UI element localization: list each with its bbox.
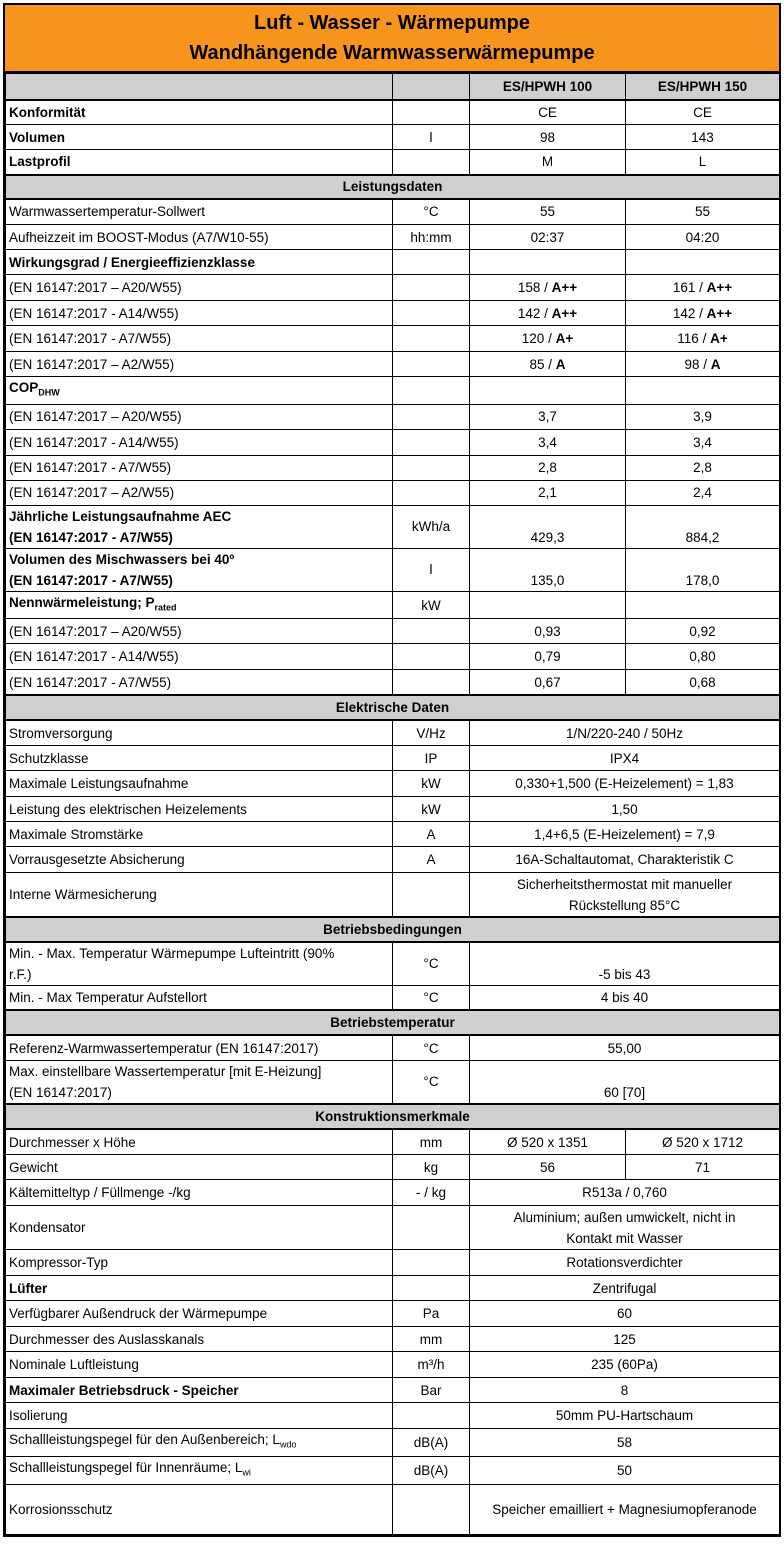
value-a: 55 bbox=[470, 199, 626, 225]
table-row bbox=[6, 1206, 780, 1250]
table-row bbox=[6, 619, 780, 644]
value: 1,50 bbox=[470, 797, 780, 822]
section-header-konstruktionsmerkmale: Konstruktionsmerkmale bbox=[6, 1104, 780, 1129]
table-row bbox=[6, 1378, 780, 1403]
row-label: Durchmesser x Höhe bbox=[6, 1129, 393, 1155]
row-label: (EN 16147:2017 - A7/W55) bbox=[6, 670, 393, 695]
table-row bbox=[6, 1403, 780, 1429]
table-row bbox=[6, 326, 780, 352]
table-row bbox=[6, 1484, 780, 1534]
unit: - / kg bbox=[393, 1180, 470, 1206]
row-label: Vorrausgesetzte Absicherung bbox=[6, 847, 393, 873]
value-a: 120 / A+ bbox=[470, 326, 626, 352]
unit: A bbox=[393, 822, 470, 847]
table-row bbox=[6, 1352, 780, 1378]
value-b: CE bbox=[626, 100, 780, 125]
unit: °C bbox=[393, 1060, 470, 1104]
table-row bbox=[6, 429, 780, 455]
sheet-title bbox=[5, 5, 779, 73]
row-label: Kältemitteltyp / Füllmenge -/kg bbox=[6, 1180, 393, 1206]
unit: Pa bbox=[393, 1301, 470, 1327]
row-label: Volumen bbox=[6, 125, 393, 150]
value: 50 bbox=[470, 1457, 780, 1485]
table-row bbox=[6, 1429, 780, 1457]
spec-sheet bbox=[3, 3, 781, 1537]
value: Zentrifugal bbox=[470, 1276, 780, 1301]
row-label: Maximale Leistungsaufnahme bbox=[6, 771, 393, 797]
row-label: (EN 16147:2017 - A14/W55) bbox=[6, 644, 393, 670]
value: 0,330+1,500 (E-Heizelement) = 1,83 bbox=[470, 771, 780, 797]
value: Sicherheitsthermostat mit manueller Rückstellung 85°C bbox=[470, 873, 780, 917]
row-label: Maximale Stromstärke bbox=[6, 822, 393, 847]
model-a-header: ES/HPWH 100 bbox=[470, 74, 626, 100]
unit: kW bbox=[393, 797, 470, 822]
table-row bbox=[6, 199, 780, 225]
value: 50mm PU-Hartschaum bbox=[470, 1403, 780, 1429]
row-label: Warmwassertemperatur-Sollwert bbox=[6, 199, 393, 225]
section-header-betriebsbedingungen: Betriebsbedingungen bbox=[6, 917, 780, 942]
value: Aluminium; außen umwickelt, nicht in Kontakt mit Wasser bbox=[470, 1206, 780, 1250]
value-a: 2,1 bbox=[470, 480, 626, 505]
value-b: 04:20 bbox=[626, 225, 780, 250]
row-label: Schallleistungspegel für Innenräume; $L_{wi}$ bbox=[6, 1457, 393, 1485]
unit: dB(A) bbox=[393, 1429, 470, 1457]
table-row bbox=[6, 404, 780, 429]
table-row bbox=[6, 100, 780, 125]
table-row bbox=[6, 873, 780, 917]
row-label: Durchmesser des Auslasskanals bbox=[6, 1327, 393, 1352]
value-b: 0,68 bbox=[626, 670, 780, 695]
table-row bbox=[6, 377, 780, 405]
table-row bbox=[6, 1250, 780, 1276]
value-a: 85 / A bbox=[470, 352, 626, 377]
value-a: 02:37 bbox=[470, 225, 626, 250]
value: 8 bbox=[470, 1378, 780, 1403]
value-a: 0,67 bbox=[470, 670, 626, 695]
row-label: Verfügbarer Außendruck der Wärmepumpe bbox=[6, 1301, 393, 1327]
row-label: Schutzklasse bbox=[6, 746, 393, 771]
value-b: 71 bbox=[626, 1155, 780, 1180]
unit: mm bbox=[393, 1327, 470, 1352]
value-a: 429,3 bbox=[470, 505, 626, 548]
row-label: Korrosionsschutz bbox=[6, 1484, 393, 1534]
row-label: Maximaler Betriebsdruck - Speicher bbox=[6, 1378, 393, 1403]
unit: V/Hz bbox=[393, 720, 470, 746]
value: Speicher emailliert + Magnesiumopferanode bbox=[470, 1484, 780, 1534]
value-b: 0,92 bbox=[626, 619, 780, 644]
row-label: Kompressor-Typ bbox=[6, 1250, 393, 1276]
row-label: Gewicht bbox=[6, 1155, 393, 1180]
value: 235 (60Pa) bbox=[470, 1352, 780, 1378]
section-header-elektrische-daten: Elektrische Daten bbox=[6, 695, 780, 720]
table-row bbox=[6, 548, 780, 591]
value: IPX4 bbox=[470, 746, 780, 771]
row-label: (EN 16147:2017 - A14/W55) bbox=[6, 301, 393, 326]
table-row bbox=[6, 1129, 780, 1155]
value-b: 178,0 bbox=[626, 548, 780, 591]
row-label: Min. - Max. Temperatur Wärmepumpe Lufteintritt (90% r.F.) bbox=[6, 942, 393, 986]
value-b: 98 / A bbox=[626, 352, 780, 377]
table-row bbox=[6, 822, 780, 847]
unit: kW bbox=[393, 771, 470, 797]
row-label: (EN 16147:2017 – A2/W55) bbox=[6, 480, 393, 505]
unit: m³/h bbox=[393, 1352, 470, 1378]
table-row bbox=[6, 942, 780, 986]
unit: mm bbox=[393, 1129, 470, 1155]
row-label: (EN 16147:2017 - A7/W55) bbox=[6, 326, 393, 352]
row-label: Volumen des Mischwassers bei 40º (EN 16147:2017 - A7/W55) bbox=[6, 548, 393, 591]
value: 60 bbox=[470, 1301, 780, 1327]
value-b: 2,8 bbox=[626, 455, 780, 480]
value: 1,4+6,5 (E-Heizelement) = 7,9 bbox=[470, 822, 780, 847]
value-b: 143 bbox=[626, 125, 780, 150]
table-row bbox=[6, 1276, 780, 1301]
unit: Bar bbox=[393, 1378, 470, 1403]
value-a: CE bbox=[470, 100, 626, 125]
row-label: Leistung des elektrischen Heizelements bbox=[6, 797, 393, 822]
unit: kW bbox=[393, 591, 470, 619]
row-label: Schallleistungspegel für den Außenbereich; $L_{wdo}$ bbox=[6, 1429, 393, 1457]
value: 4 bis 40 bbox=[470, 985, 780, 1010]
title-line-2: Wandhängende Warmwasserwärmepumpe bbox=[189, 42, 595, 64]
table-row bbox=[6, 150, 780, 175]
unit: kg bbox=[393, 1155, 470, 1180]
table-row bbox=[6, 1180, 780, 1206]
row-label: Aufheizzeit im BOOST-Modus (A7/W10-55) bbox=[6, 225, 393, 250]
value: 16A-Schaltautomat, Charakteristik C bbox=[470, 847, 780, 873]
value-a: 135,0 bbox=[470, 548, 626, 591]
row-label: Nominale Luftleistung bbox=[6, 1352, 393, 1378]
value-a: M bbox=[470, 150, 626, 175]
unit: °C bbox=[393, 1035, 470, 1060]
table-row bbox=[6, 125, 780, 150]
row-label: (EN 16147:2017 – A2/W55) bbox=[6, 352, 393, 377]
unit: l bbox=[393, 548, 470, 591]
table-row bbox=[6, 746, 780, 771]
row-label: Interne Wärmesicherung bbox=[6, 873, 393, 917]
unit: A bbox=[393, 847, 470, 873]
model-b-header: ES/HPWH 150 bbox=[626, 74, 780, 100]
value-a: 56 bbox=[470, 1155, 626, 1180]
value-b: L bbox=[626, 150, 780, 175]
table-row bbox=[6, 591, 780, 619]
row-label: (EN 16147:2017 – A20/W55) bbox=[6, 275, 393, 301]
row-label: Lüfter bbox=[6, 1276, 393, 1301]
value-b: 161 / A++ bbox=[626, 275, 780, 301]
row-label: (EN 16147:2017 - A14/W55) bbox=[6, 429, 393, 455]
table-row bbox=[6, 720, 780, 746]
table-row bbox=[6, 480, 780, 505]
value-a: 0,79 bbox=[470, 644, 626, 670]
row-label: Referenz-Warmwassertemperatur (EN 16147:2017) bbox=[6, 1035, 393, 1060]
table-row bbox=[6, 985, 780, 1010]
value: Rotationsverdichter bbox=[470, 1250, 780, 1276]
title-line-1: Luft - Wasser - Wärmepumpe bbox=[254, 12, 530, 34]
table-row bbox=[6, 771, 780, 797]
value-b: Ø 520 x 1712 bbox=[626, 1129, 780, 1155]
table-row bbox=[6, 1060, 780, 1104]
unit: IP bbox=[393, 746, 470, 771]
table-row bbox=[6, 352, 780, 377]
unit: °C bbox=[393, 199, 470, 225]
row-label: Nennwärmeleistung; $P_{rated}$ bbox=[6, 591, 393, 619]
value-a: Ø 520 x 1351 bbox=[470, 1129, 626, 1155]
value-b: 3,4 bbox=[626, 429, 780, 455]
table-row bbox=[6, 505, 780, 548]
unit: hh:mm bbox=[393, 225, 470, 250]
model-header-row bbox=[6, 74, 780, 100]
row-label: (EN 16147:2017 – A20/W55) bbox=[6, 619, 393, 644]
table-row bbox=[6, 670, 780, 695]
value-b: 142 / A++ bbox=[626, 301, 780, 326]
value: 125 bbox=[470, 1327, 780, 1352]
unit: kWh/a bbox=[393, 505, 470, 548]
row-label: Kondensator bbox=[6, 1206, 393, 1250]
value-b: 2,4 bbox=[626, 480, 780, 505]
table-row bbox=[6, 1155, 780, 1180]
value-a: 3,7 bbox=[470, 404, 626, 429]
spec-table bbox=[5, 73, 780, 1535]
table-row bbox=[6, 1301, 780, 1327]
table-row bbox=[6, 797, 780, 822]
unit: dB(A) bbox=[393, 1457, 470, 1485]
unit: °C bbox=[393, 985, 470, 1010]
row-label: Isolierung bbox=[6, 1403, 393, 1429]
value: 55,00 bbox=[470, 1035, 780, 1060]
row-label: Max. einstellbare Wassertemperatur [mit E-Heizung] (EN 16147:2017) bbox=[6, 1060, 393, 1104]
table-row bbox=[6, 847, 780, 873]
table-row bbox=[6, 250, 780, 275]
row-label: (EN 16147:2017 – A20/W55) bbox=[6, 404, 393, 429]
value: 1/N/220-240 / 50Hz bbox=[470, 720, 780, 746]
value-b: 55 bbox=[626, 199, 780, 225]
value-b: 116 / A+ bbox=[626, 326, 780, 352]
value-a: 0,93 bbox=[470, 619, 626, 644]
unit: °C bbox=[393, 942, 470, 986]
row-label: Lastprofil bbox=[6, 150, 393, 175]
section-header-leistungsdaten: Leistungsdaten bbox=[6, 175, 780, 199]
unit: l bbox=[393, 125, 470, 150]
row-label: Konformität bbox=[6, 100, 393, 125]
table-row bbox=[6, 275, 780, 301]
value-b: 3,9 bbox=[626, 404, 780, 429]
table-row bbox=[6, 1035, 780, 1060]
table-row bbox=[6, 1457, 780, 1485]
table-row bbox=[6, 455, 780, 480]
value-b: 0,80 bbox=[626, 644, 780, 670]
section-header-betriebstemperatur: Betriebstemperatur bbox=[6, 1010, 780, 1035]
value: 60 [70] bbox=[470, 1060, 780, 1104]
row-label: $COP_{DHW}$ bbox=[6, 377, 393, 405]
value: 58 bbox=[470, 1429, 780, 1457]
value-a: 2,8 bbox=[470, 455, 626, 480]
table-row bbox=[6, 1327, 780, 1352]
value-a: 158 / A++ bbox=[470, 275, 626, 301]
value: -5 bis 43 bbox=[470, 942, 780, 986]
value-a: 98 bbox=[470, 125, 626, 150]
value-a: 142 / A++ bbox=[470, 301, 626, 326]
table-row bbox=[6, 225, 780, 250]
table-row bbox=[6, 301, 780, 326]
row-label: Wirkungsgrad / Energieeffizienzklasse bbox=[6, 250, 393, 275]
value-b: 884,2 bbox=[626, 505, 780, 548]
table-row bbox=[6, 644, 780, 670]
row-label: (EN 16147:2017 - A7/W55) bbox=[6, 455, 393, 480]
row-label: Min. - Max Temperatur Aufstellort bbox=[6, 985, 393, 1010]
row-label: Stromversorgung bbox=[6, 720, 393, 746]
row-label: Jährliche Leistungsaufnahme AEC (EN 16147:2017 - A7/W55) bbox=[6, 505, 393, 548]
value: R513a / 0,760 bbox=[470, 1180, 780, 1206]
value-a: 3,4 bbox=[470, 429, 626, 455]
